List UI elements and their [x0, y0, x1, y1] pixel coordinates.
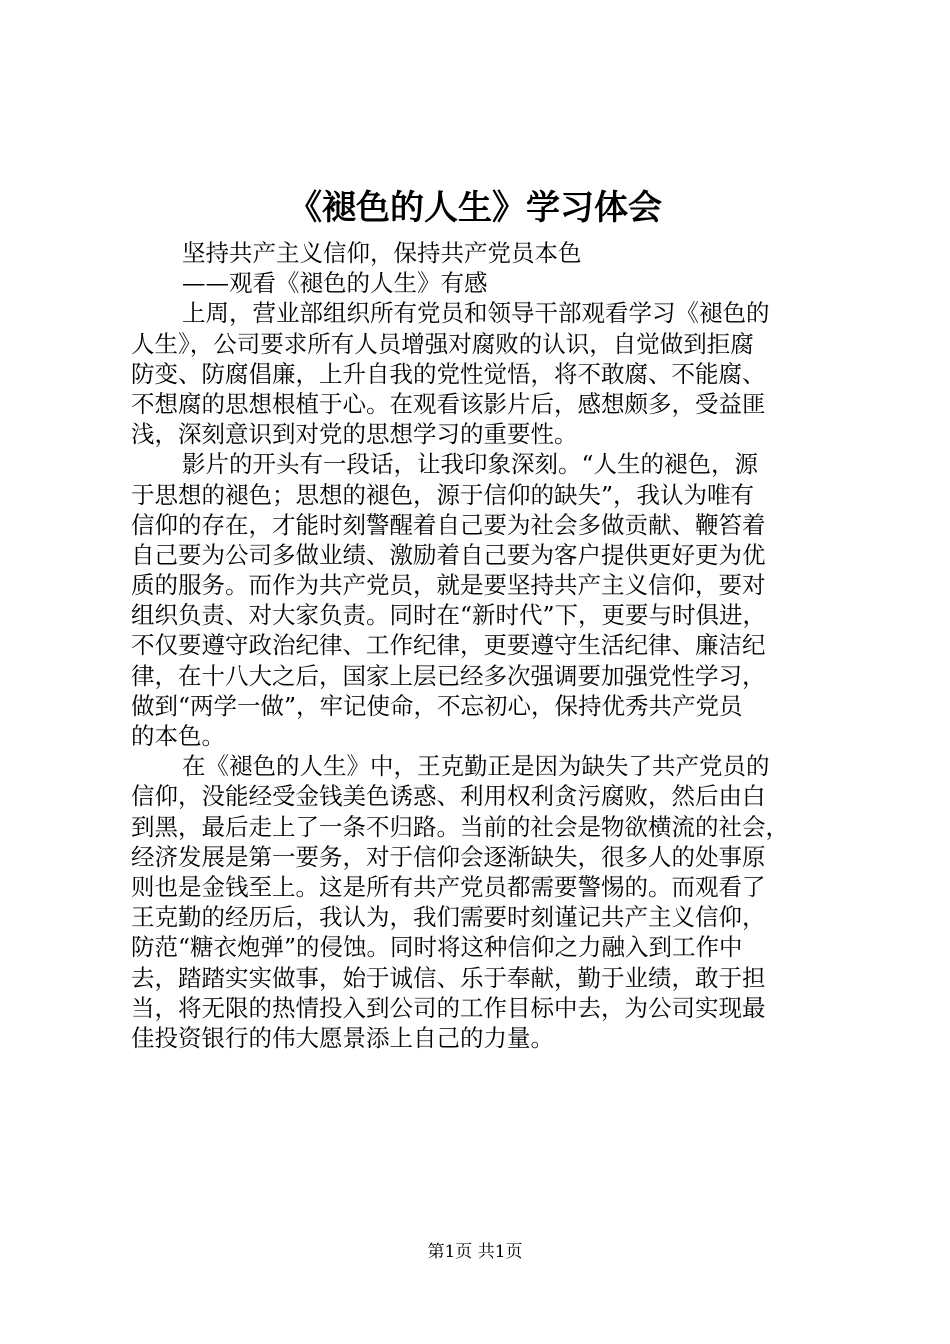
paragraph-line: 的本色。: [131, 722, 225, 750]
paragraph-line: 于思想的褪色；思想的褪色，源于信仰的缺失”，我认为唯有: [131, 480, 755, 509]
paragraph-line: 王克勤的经历后，我认为，我们需要时刻谨记共产主义信仰，: [131, 903, 766, 932]
paragraph-line: 当，将无限的热情投入到公司的工作目标中去，为公司实现最: [131, 993, 766, 1022]
paragraph-line: 律，在十八大之后，国家上层已经多次强调要加强党性学习，: [131, 661, 766, 690]
paragraph-3: [131, 751, 831, 1053]
paragraph-line: 质的服务。而作为共产党员，就是要坚持共产主义信仰，要对: [131, 571, 766, 600]
document-title: 《褪色的人生》学习体会: [288, 188, 662, 228]
paragraph-line: 防变、防腐倡廉，上升自我的党性觉悟，将不敢腐、不能腐、: [131, 359, 766, 388]
paragraph-line: 去，踏踏实实做事，始于诚信、乐于奉献，勤于业绩，敢于担: [131, 963, 766, 992]
paragraph-line: 经济发展是第一要务，对于信仰会逐渐缺失，很多人的处事原: [131, 842, 766, 871]
paragraph-line: 不想腐的思想根植于心。在观看该影片后，感想颇多，受益匪: [131, 389, 766, 418]
paragraph-2: [131, 449, 831, 751]
document-body: [131, 238, 831, 1053]
paragraph-line: 做到“两学一做”，牢记使命，不忘初心，保持优秀共产党员: [131, 691, 743, 720]
paragraph-line: 则也是金钱至上。这是所有共产党员都需要警惕的。而观看了: [131, 872, 766, 901]
paragraph-line: 不仅要遵守政治纪律、工作纪律，更要遵守生活纪律、廉洁纪: [131, 631, 766, 660]
paragraph-line: 组织负责、对大家负责。同时在“新时代”下，更要与时俱进，: [131, 601, 767, 630]
subtitle-line-2: ——观看《褪色的人生》有感: [182, 269, 488, 298]
paragraph-line: 防范“糖衣炮弹”的侵蚀。同时将这种信仰之力融入到工作中: [131, 933, 743, 962]
paragraph-line: 信仰，没能经受金钱美色诱惑、利用权利贪污腐败，然后由白: [131, 782, 766, 811]
paragraph-1: [131, 298, 831, 449]
paragraph-line: 人生》，公司要求所有人员增强对腐败的认识，自觉做到拒腐: [131, 329, 754, 358]
paragraph-line: 影片的开头有一段话，让我印象深刻。“人生的褪色，源: [182, 450, 759, 479]
subtitle-line-1: 坚持共产主义信仰，保持共产党员本色: [182, 239, 582, 267]
paragraph-line: 佳投资银行的伟大愿景添上自己的力量。: [131, 1023, 554, 1052]
page-number-footer: 第1页 共1页: [427, 1242, 523, 1262]
paragraph-line: 在《褪色的人生》中，王克勤正是因为缺失了共产党员的: [182, 752, 770, 781]
paragraph-line: 信仰的存在，才能时刻警醒着自己要为社会多做贡献、鞭笞着: [131, 510, 766, 539]
paragraph-line: 上周，营业部组织所有党员和领导干部观看学习《褪色的: [182, 299, 770, 328]
paragraph-line: 自己要为公司多做业绩、激励着自己要为客户提供更好更为优: [131, 540, 766, 569]
paragraph-line: 到黑，最后走上了一条不归路。当前的社会是物欲横流的社会，: [131, 812, 789, 841]
paragraph-line: 浅，深刻意识到对党的思想学习的重要性。: [131, 420, 578, 449]
